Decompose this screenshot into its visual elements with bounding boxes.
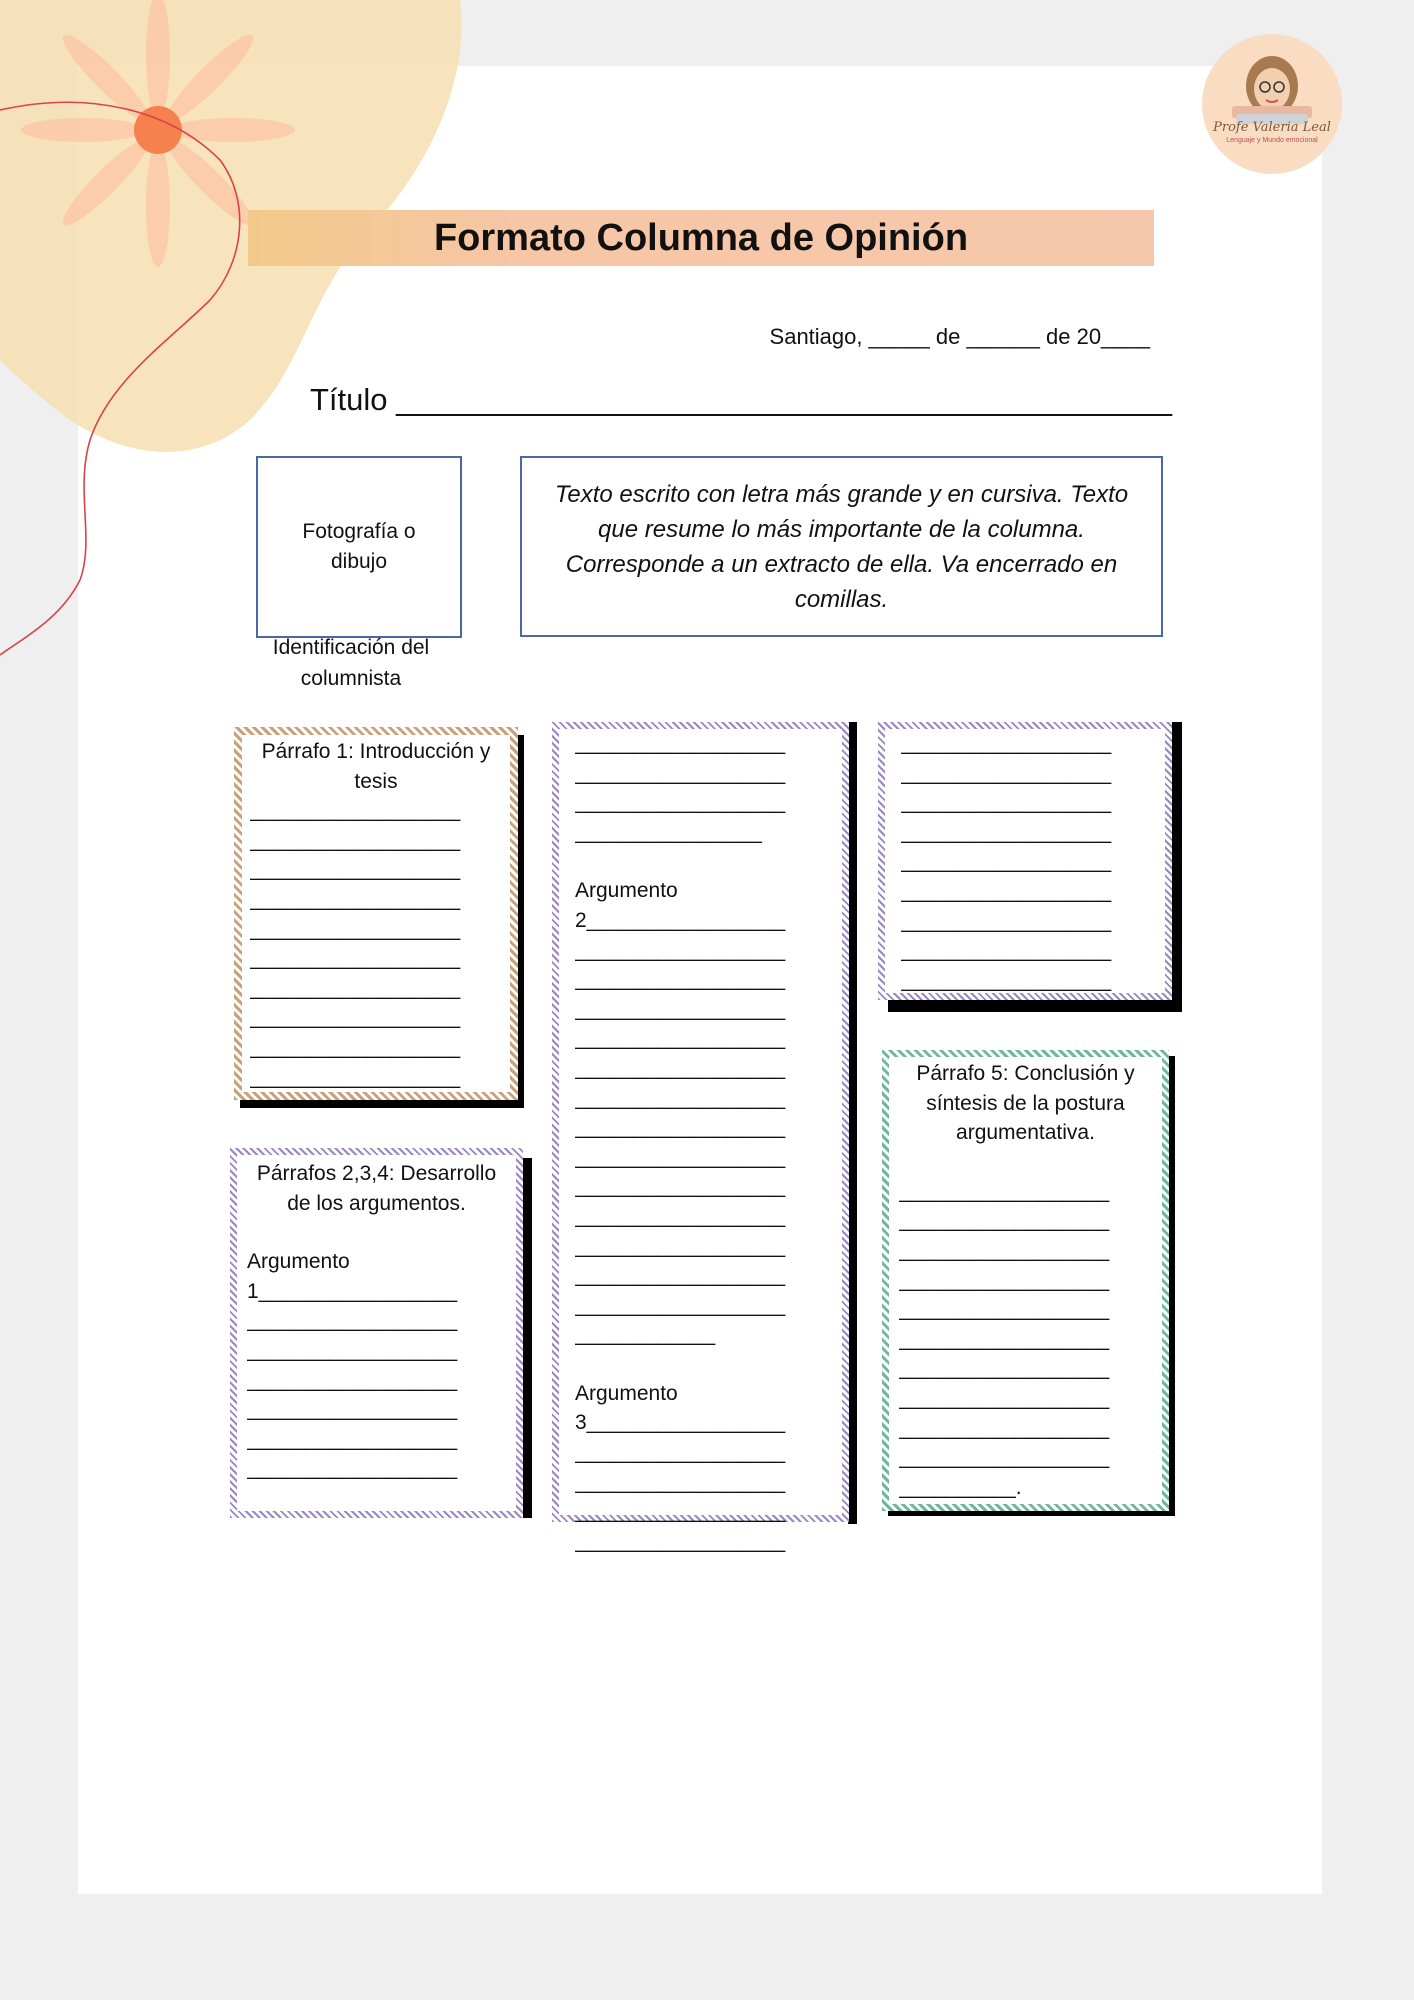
argument1-line: 1_________________	[247, 1279, 458, 1303]
panel-shadow	[848, 722, 857, 1524]
writing-line: __________________	[899, 1357, 1110, 1381]
photo-placeholder-box	[256, 456, 462, 638]
writing-line: __________________	[575, 1441, 786, 1465]
author-logo	[1202, 34, 1342, 174]
panel-shadow	[888, 1000, 1182, 1012]
writing-line: __________________	[899, 1446, 1110, 1470]
writing-line: __________________	[575, 791, 786, 815]
writing-line: __________________	[575, 1234, 786, 1258]
writing-line: __________________	[250, 1065, 461, 1089]
writing-line: __________________	[901, 791, 1112, 815]
writing-line: __________________	[901, 939, 1112, 963]
middle-column-panel	[552, 722, 849, 1553]
writing-line: __________________	[247, 1427, 458, 1451]
writing-line: __________________	[901, 850, 1112, 874]
paragraphs234-panel	[230, 1148, 523, 1518]
writing-line: __________________	[575, 732, 786, 755]
writing-line: __________________	[575, 938, 786, 962]
writing-line: __________________	[901, 732, 1112, 755]
writing-line: __________________	[250, 887, 461, 911]
writing-line: __________________	[899, 1209, 1110, 1233]
writing-line: __________________	[899, 1268, 1110, 1292]
title-field-line: Título _____________________________________________	[310, 382, 1172, 417]
writing-line: __________________	[575, 761, 786, 785]
writing-line: __________.	[899, 1475, 1022, 1499]
writing-line: __________________	[899, 1298, 1110, 1322]
argument2-label: Argumento	[575, 879, 678, 903]
writing-line: __________________	[575, 1204, 786, 1228]
panel-shadow	[1172, 722, 1182, 1012]
writing-line: __________________	[247, 1368, 458, 1392]
writing-line: __________________	[901, 909, 1112, 933]
writing-line: ________________	[575, 820, 762, 844]
writing-line: __________________	[247, 1398, 458, 1422]
writing-line: __________________	[250, 947, 461, 971]
writing-line: __________________	[250, 858, 461, 882]
paragraph1-title: Párrafo 1: Introducción y tesis	[261, 740, 491, 793]
writing-line: __________________	[899, 1416, 1110, 1440]
argument3-line: 3_________________	[575, 1411, 786, 1435]
writing-line: __________________	[575, 1056, 786, 1080]
writing-line: __________________	[247, 1338, 458, 1362]
writing-line: ____________	[575, 1323, 716, 1347]
writing-line: __________________	[575, 1264, 786, 1288]
writing-line: __________________	[250, 1035, 461, 1059]
writing-line: __________________	[575, 997, 786, 1021]
argument1-label: Argumento	[247, 1250, 350, 1274]
paragraph5-title: Párrafo 5: Conclusión y síntesis de la postura argumentativa.	[916, 1062, 1135, 1145]
writing-line: __________________	[575, 1145, 786, 1169]
photo-label: Fotografía o dibujo	[302, 520, 416, 573]
columnist-identification: Identificación del columnista	[272, 636, 430, 690]
panel-shadow	[523, 1158, 532, 1518]
writing-line: __________________	[901, 761, 1112, 785]
logo-subtitle: Lenguaje y Mundo emocional	[1226, 137, 1318, 144]
writing-line: __________________	[250, 799, 461, 823]
page-title: Formato Columna de Opinión	[433, 217, 969, 259]
writing-line: __________________	[250, 1006, 461, 1030]
writing-line: __________________	[899, 1327, 1110, 1351]
writing-line: __________________	[575, 1175, 786, 1199]
writing-line: __________________	[901, 968, 1112, 992]
panel-shadow	[1168, 1056, 1175, 1516]
writing-line: __________________	[575, 1293, 786, 1317]
writing-line: __________________	[575, 1500, 786, 1524]
paragraph1-panel	[234, 727, 518, 1100]
quote-text: Texto escrito con letra más grande y en cursiva. Texto que resume lo más importante de la columna. Corresponde a un extracto de ella. Va encerrado en comillas.	[554, 480, 1129, 613]
paragraph1-lines	[250, 796, 502, 1092]
writing-line: __________________	[247, 1457, 458, 1481]
writing-line: __________________	[575, 1027, 786, 1051]
panel-shadow	[240, 1100, 524, 1108]
date-line: Santiago, _____ de ______ de 20____	[769, 324, 1150, 349]
writing-line: __________________	[575, 968, 786, 992]
writing-line: __________________	[250, 917, 461, 941]
writing-line: __________________	[575, 1529, 786, 1553]
argument3-label: Argumento	[575, 1381, 678, 1405]
writing-line: __________________	[901, 879, 1112, 903]
decorative-curve	[0, 80, 260, 660]
paragraphs234-title: Párrafos 2,3,4: Desarrollo de los argumentos.	[256, 1162, 497, 1215]
right-column-panel	[878, 722, 1172, 1000]
writing-line: __________________	[899, 1179, 1110, 1203]
writing-line: __________________	[247, 1309, 458, 1333]
writing-line: __________________	[575, 1470, 786, 1494]
avatar-icon	[1202, 34, 1342, 174]
writing-line: __________________	[575, 1116, 786, 1140]
writing-line: __________________	[250, 976, 461, 1000]
writing-line: __________________	[899, 1386, 1110, 1410]
writing-line: __________________	[899, 1238, 1110, 1262]
writing-line: __________________	[901, 820, 1112, 844]
paragraph5-panel	[882, 1050, 1169, 1511]
quote-box	[520, 456, 1163, 637]
writing-line: __________________	[575, 1086, 786, 1110]
argument2-line: 2_________________	[575, 908, 786, 932]
writing-line: __________________	[250, 828, 461, 852]
logo-name: Profe Valeria Leal	[1213, 120, 1331, 135]
